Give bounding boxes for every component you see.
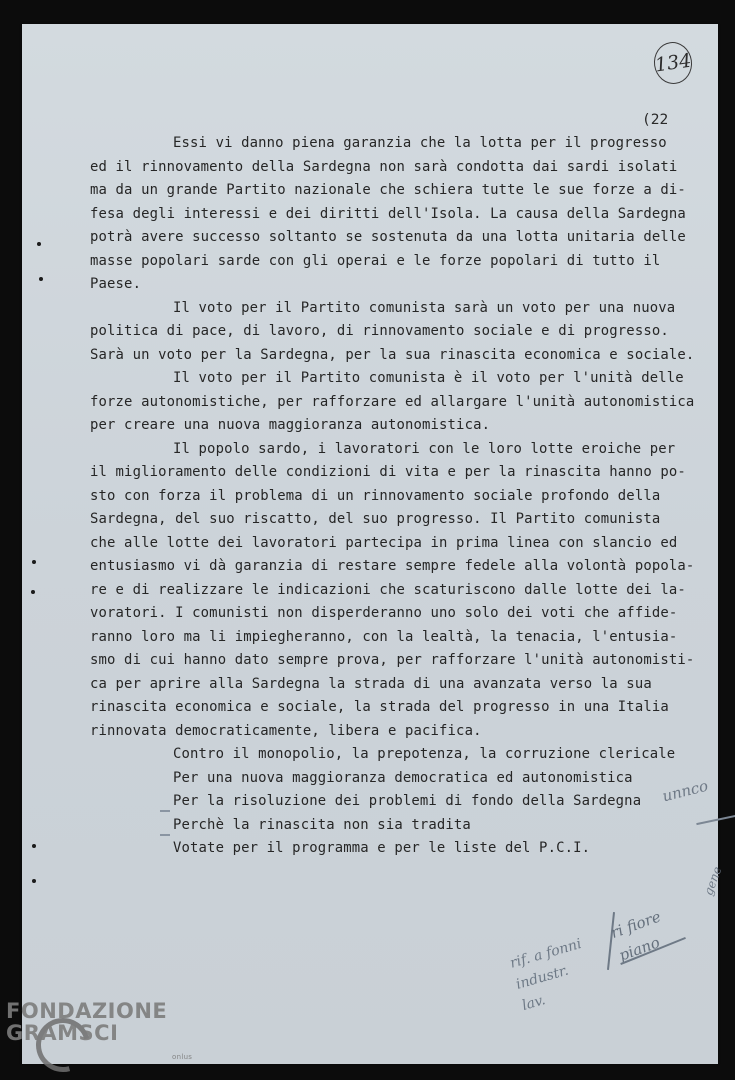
text-line: Il voto per il Partito comunista è il voto per l'unità delle (173, 370, 684, 386)
margin-mark (31, 590, 35, 594)
text-line: che alle lotte dei lavoratori partecipa in prima linea con slancio ed (90, 534, 678, 551)
watermark-sub: onlus (172, 1053, 193, 1061)
margin-mark (39, 277, 43, 281)
text-line: rinascita economica e sociale, la strada del progresso in una Italia (90, 699, 669, 715)
page-marker: (22 (642, 112, 669, 128)
text-line: per creare una nuova maggioranza autonomistica. (90, 417, 491, 433)
pencil-dash-mark (160, 810, 170, 812)
text-line: sto con forza il problema di un rinnovamento sociale profondo della (90, 487, 661, 504)
text-line: ma da un grande Partito nazionale che schiera tutte le sue forze a di- (90, 182, 686, 198)
text-line: smo di cui hanno dato sempre prova, per rafforzare l'unità autonomisti- (90, 652, 695, 668)
closing-slogan: Per una nuova maggioranza democratica ed autonomistica (173, 769, 633, 786)
text-line: Il voto per il Partito comunista sarà un voto per una nuova (173, 299, 676, 316)
text-line: ranno loro ma li impiegheranno, con la lealtà, la tenacia, l'entusia- (90, 628, 678, 645)
text-line: fesa degli interessi e dei diritti dell'Isola. La causa della Sardegna (90, 205, 686, 222)
text-line: forze autonomistiche, per rafforzare ed allargare l'unità autonomistica (90, 393, 695, 410)
text-line: Sarà un voto per la Sardegna, per la sua rinascita economica e sociale. (90, 346, 695, 363)
text-line: Sardegna, del suo riscatto, del suo progresso. Il Partito comunista (90, 511, 661, 527)
text-line: Essi vi danno piena garanzia che la lotta per il progresso (173, 135, 667, 151)
watermark-line: GRAMSCI (6, 1021, 119, 1045)
margin-mark (32, 879, 36, 883)
folio-number-stamp: 134 (651, 40, 694, 87)
text-line: ed il rinnovamento della Sardegna non sarà condotta dai sardi isolati (90, 158, 678, 175)
closing-slogan: Votate per il programma e per le liste del P.C.I. (173, 840, 591, 856)
handwritten-note: ri fiore piano (608, 907, 664, 965)
margin-mark (32, 560, 36, 564)
text-line: ca per aprire alla Sardegna la strada di una avanzata verso la sua (90, 675, 652, 692)
text-line: rinnovata democraticamente, libera e pacifica. (90, 722, 482, 739)
text-line: masse popolari sarde con gli operai e le forze popolari di tutto il (90, 252, 661, 269)
margin-mark (32, 844, 36, 848)
text-line: entusiasmo vi dà garanzia di restare sempre fedele alla volontà popola- (90, 558, 695, 574)
pencil-stroke (696, 815, 735, 825)
closing-slogan: Perchè la rinascita non sia tradita (173, 816, 471, 833)
closing-slogan: Contro il monopolio, la prepotenza, la corruzione clericale (173, 746, 676, 762)
watermark-line: FONDAZIONE (6, 999, 168, 1023)
pencil-dash-mark (160, 834, 170, 836)
document-page (22, 24, 725, 1064)
typed-body (90, 132, 695, 861)
text-line: voratori. I comunisti non disperderanno uno solo dei voti che affide- (90, 605, 678, 621)
text-line: il miglioramento delle condizioni di vita e per la rinascita hanno po- (90, 464, 686, 480)
text-line: re e di realizzare le indicazioni che scaturiscono dalle lotte dei la- (90, 581, 686, 598)
handwritten-note: rif. a fonni industr. lav. (508, 936, 584, 1014)
watermark (6, 999, 193, 1061)
text-line: politica di pace, di lavoro, di rinnovamento sociale e di progresso. (90, 323, 669, 339)
text-line: potrà avere successo soltanto se sostenuta da una lotta unitaria delle (90, 229, 686, 245)
text-line: Il popolo sardo, i lavoratori con le loro lotte eroiche per (173, 440, 676, 457)
closing-slogan: Per la risoluzione dei problemi di fondo della Sardegna (173, 793, 642, 809)
text-line: Paese. (90, 276, 142, 292)
handwritten-note: gene (701, 864, 725, 898)
handwritten-note: unnco (660, 776, 710, 806)
margin-mark (37, 242, 41, 246)
